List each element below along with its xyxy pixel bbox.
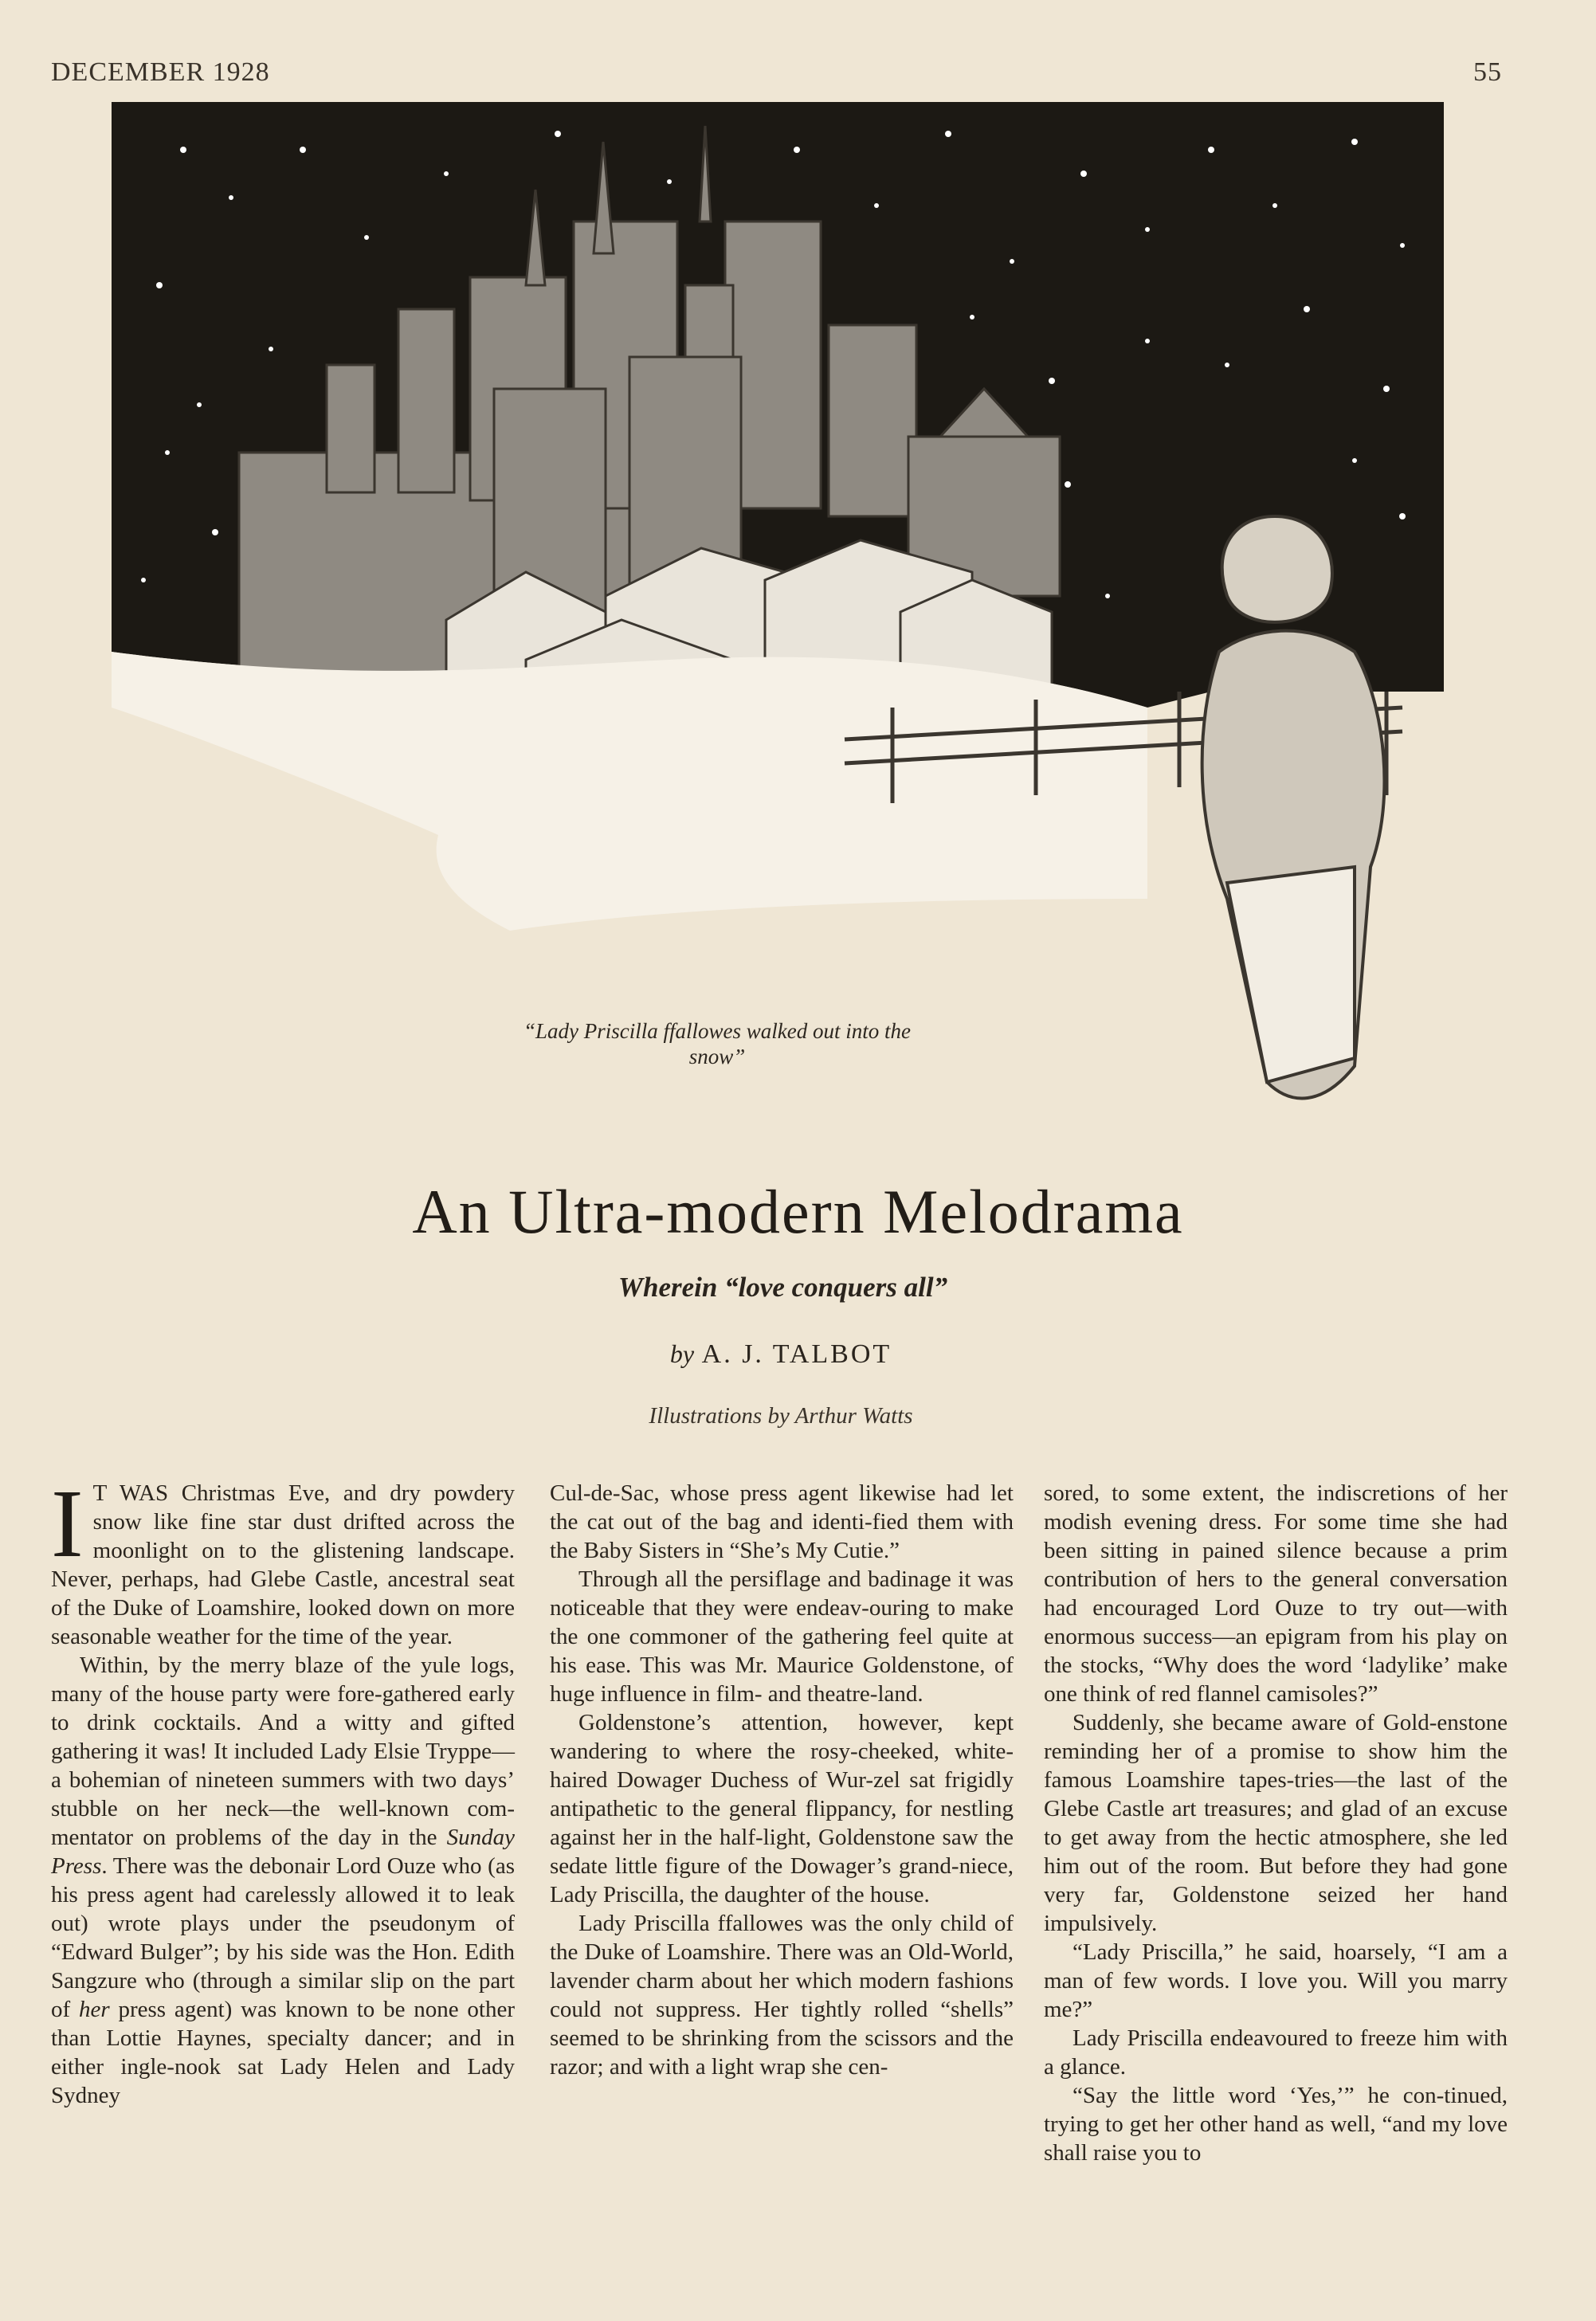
byline <box>0 1339 1562 1370</box>
byline-by: by <box>669 1339 695 1368</box>
paragraph: Suddenly, she became aware of Gold-enstone reminding her of a promise to show him the famous Loamshire tapes-tries—the last of the Glebe Castle art treasures; and glad of an excuse to get away from the hectic atmosphere, she led him out of the room. But before they had gone very far, Goldenstone seized her hand impulsively. <box>1044 1710 1508 1936</box>
article-subtitle: Wherein “love conquers all” <box>618 1272 948 1303</box>
paragraph: Within, by the merry blaze of the yule logs, many of the house party were fore-gathered early to drink cocktails. And a witty and gifted gathering it was! It included Lady Elsie Tryppe—a bohemian of nineteen summers with two days’ stubble on her neck—the well-known com-mentator on problems of the day in the Sunday Press. There was the debonair Lord Ouze who (as his press agent had carelessly allowed it to leak out) wrote plays under the pseudonym of “Edward Bulger”; by his side was the Hon. Edith Sangzure who (through a similar slip on the part of her press agent) was known to be none other than Lottie Haynes, specialty dancer; and in either ingle-nook sat Lady Helen and Lady Sydney <box>51 1653 516 2108</box>
illustrations-credit: Illustrations by Arthur Watts <box>649 1403 913 1429</box>
paragraph: “Lady Priscilla,” he said, hoarsely, “I am a man of few words. I love you. Will you marry me?” <box>1044 1939 1508 2022</box>
author-name: A. J. TALBOT <box>701 1339 892 1369</box>
illustration-caption: “Lady Priscilla ffallowes walked out into the snow” <box>524 1019 911 1068</box>
paragraph: Goldenstone’s attention, however, kept wandering to where the rosy-cheeked, white-haired Dowager Duchess of Wur-zel sat frigidly antipathetic to the general flippancy, for nestling against her in the half-light, Goldenstone saw the sedate little figure of the Dowager’s grand-niece, Lady Priscilla, the daughter of the house. <box>550 1710 1014 1907</box>
article-title: An Ultra-modern Melodrama <box>412 1177 1184 1246</box>
paragraph <box>51 1470 515 1651</box>
text-column-3 <box>1044 1479 1508 2167</box>
paragraph: sored, to some extent, the indiscretions of her modish evening dress. For some time she had been sitting in pained silence because a prim contribution of hers to the general conversation had encouraged Lord Ouze to try out—with enormous success—an epigram from his play on the stocks, “Why does the word ‘ladylike’ make one think of red flannel camisoles?” <box>1044 1480 1508 1707</box>
paragraph: Cul-de-Sac, whose press agent likewise had let the cat out of the bag and identi-fied them with the Baby Sisters in “She’s My Cutie.” <box>550 1480 1014 1563</box>
text-column-1 <box>51 1470 516 2110</box>
page-number: 55 <box>1473 57 1502 87</box>
paragraph: “Say the little word ‘Yes,’” he con-tinued, trying to get her other hand as well, “and my love shall raise you to <box>1044 2083 1508 2166</box>
drop-cap: I <box>51 1470 84 1578</box>
paragraph: Lady Priscilla endeavoured to freeze him with a glance. <box>1044 2025 1508 2080</box>
running-head-date: DECEMBER 1928 <box>51 57 270 87</box>
text-column-2 <box>550 1479 1014 2081</box>
paragraph-text: T WAS Christmas Eve, and dry powdery snow like fine star dust drifted across the moonlight on to the glistening landscape. Never, perhaps, had Glebe Castle, ancestral seat of the Duke of Loamshire, looked down on more seasonable weather for the time of the year. <box>51 1480 515 1649</box>
snow-field <box>112 652 1147 931</box>
castle-snow-illustration <box>112 102 1444 1138</box>
paragraph: Through all the persiflage and badinage it was noticeable that they were endeav-ouring to make the one commoner of the gathering feel quite at his ease. This was Mr. Maurice Goldenstone, of huge influence in film- and theatre-land. <box>550 1566 1014 1707</box>
paragraph: Lady Priscilla ffallowes was the only child of the Duke of Loamshire. There was an Old-World, lavender charm about her which modern fashions could not suppress. Her tightly rolled “shells” seemed to be shrinking from the scissors and the razor; and with a light wrap she cen- <box>550 1911 1014 2080</box>
